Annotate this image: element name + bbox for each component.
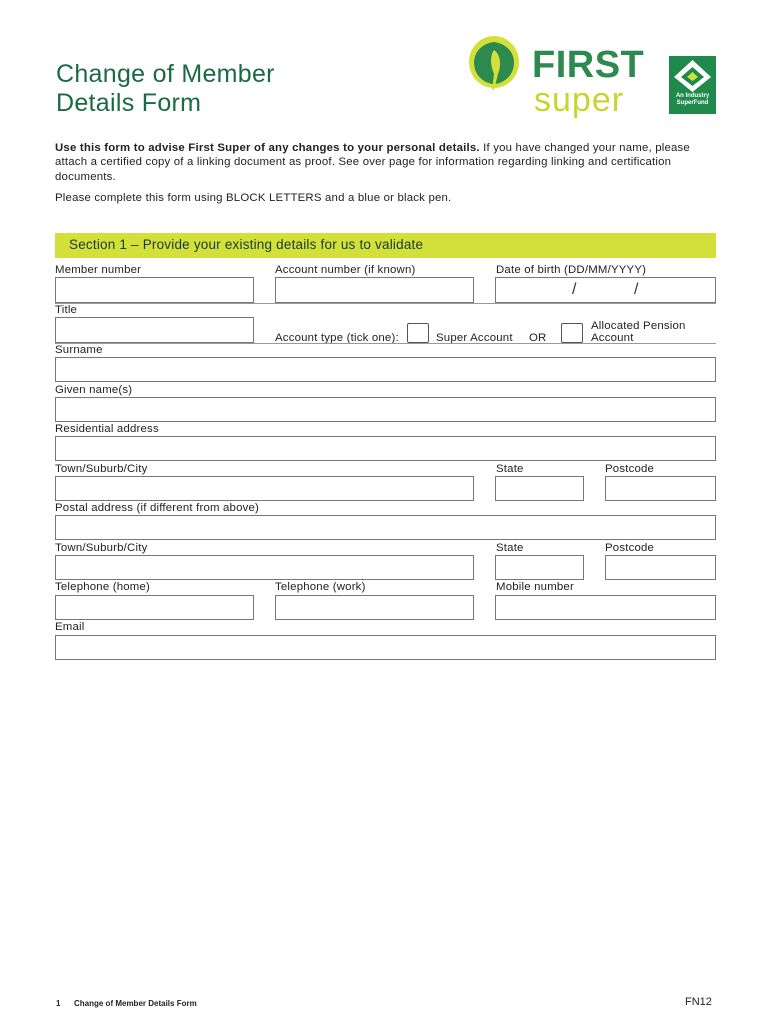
postcode-field-2[interactable] xyxy=(605,555,716,580)
town-field-2[interactable] xyxy=(55,555,474,580)
allocated-pension-line-1: Allocated Pension xyxy=(591,320,686,332)
member-number-field[interactable] xyxy=(55,277,254,303)
telephone-work-field[interactable] xyxy=(275,595,474,620)
dob-separator-1: / xyxy=(572,281,577,298)
title-line-1: Change of Member xyxy=(56,60,275,88)
page-title xyxy=(56,60,275,118)
title-field[interactable] xyxy=(55,317,254,343)
postal-address-field[interactable] xyxy=(55,515,716,540)
section-1-heading: Section 1 – Provide your existing details for us to validate xyxy=(69,237,424,252)
industry-superfund-badge xyxy=(669,56,716,114)
mobile-number-field[interactable] xyxy=(495,595,716,620)
state-label-1: State xyxy=(496,463,524,475)
first-super-logo xyxy=(466,34,646,126)
intro-paragraph xyxy=(55,141,695,184)
title-label: Title xyxy=(55,304,78,316)
section-1-header xyxy=(55,233,716,258)
logo-word-first: FIRST xyxy=(532,44,645,86)
page-number: 1 xyxy=(56,999,61,1008)
super-account-checkbox[interactable] xyxy=(407,323,429,343)
dob-separator-2: / xyxy=(634,281,639,298)
town-field-1[interactable] xyxy=(55,476,474,501)
account-number-field[interactable] xyxy=(275,277,474,303)
residential-address-field[interactable] xyxy=(55,436,716,461)
telephone-home-label: Telephone (home) xyxy=(55,581,151,593)
telephone-work-label: Telephone (work) xyxy=(275,581,366,593)
residential-address-label: Residential address xyxy=(55,423,159,435)
super-account-label: Super Account xyxy=(436,332,513,344)
account-type-label: Account type (tick one): xyxy=(275,332,399,344)
form-code: FN12 xyxy=(685,996,712,1008)
leaf-logo-icon xyxy=(466,34,536,96)
logo-word-super: super xyxy=(534,81,625,119)
surname-label: Surname xyxy=(55,344,103,356)
email-field[interactable] xyxy=(55,635,716,660)
or-label: OR xyxy=(529,332,547,344)
given-names-label: Given name(s) xyxy=(55,384,133,396)
badge-text-1: An Industry xyxy=(675,93,710,99)
surname-field[interactable] xyxy=(55,357,716,382)
row-divider xyxy=(55,343,716,344)
badge-text-2: SuperFund xyxy=(676,100,709,106)
account-number-label: Account number (if known) xyxy=(275,264,416,276)
postcode-label-2: Postcode xyxy=(605,542,655,554)
allocated-pension-line-2: Account xyxy=(591,332,634,344)
allocated-pension-checkbox[interactable] xyxy=(561,323,583,343)
postcode-label-1: Postcode xyxy=(605,463,655,475)
given-names-field[interactable] xyxy=(55,397,716,422)
state-field-1[interactable] xyxy=(495,476,584,501)
intro-bold-text: Use this form to advise First Super of any changes to your personal details. xyxy=(55,142,480,154)
state-label-2: State xyxy=(496,542,524,554)
dob-label: Date of birth (DD/MM/YYYY) xyxy=(496,264,647,276)
allocated-pension-label xyxy=(591,320,686,344)
row-divider xyxy=(55,303,716,304)
town-label-2: Town/Suburb/City xyxy=(55,542,148,554)
telephone-home-field[interactable] xyxy=(55,595,254,620)
diamond-icon xyxy=(669,58,716,94)
email-label: Email xyxy=(55,621,85,633)
postal-address-label: Postal address (if different from above) xyxy=(55,502,260,514)
footer-form-name: Change of Member Details Form xyxy=(74,999,197,1008)
member-number-label: Member number xyxy=(55,264,142,276)
town-label-1: Town/Suburb/City xyxy=(55,463,148,475)
instruction-note: Please complete this form using BLOCK LETTERS and a blue or black pen. xyxy=(55,192,452,204)
dob-field[interactable] xyxy=(495,277,716,303)
mobile-number-label: Mobile number xyxy=(496,581,574,593)
intro-rest-text: If you have changed your name, please attach a certified copy of a linking document as proof. See over page for information regarding linking and certification documents. xyxy=(55,142,690,183)
state-field-2[interactable] xyxy=(495,555,584,580)
title-line-2: Details Form xyxy=(56,89,202,117)
postcode-field-1[interactable] xyxy=(605,476,716,501)
